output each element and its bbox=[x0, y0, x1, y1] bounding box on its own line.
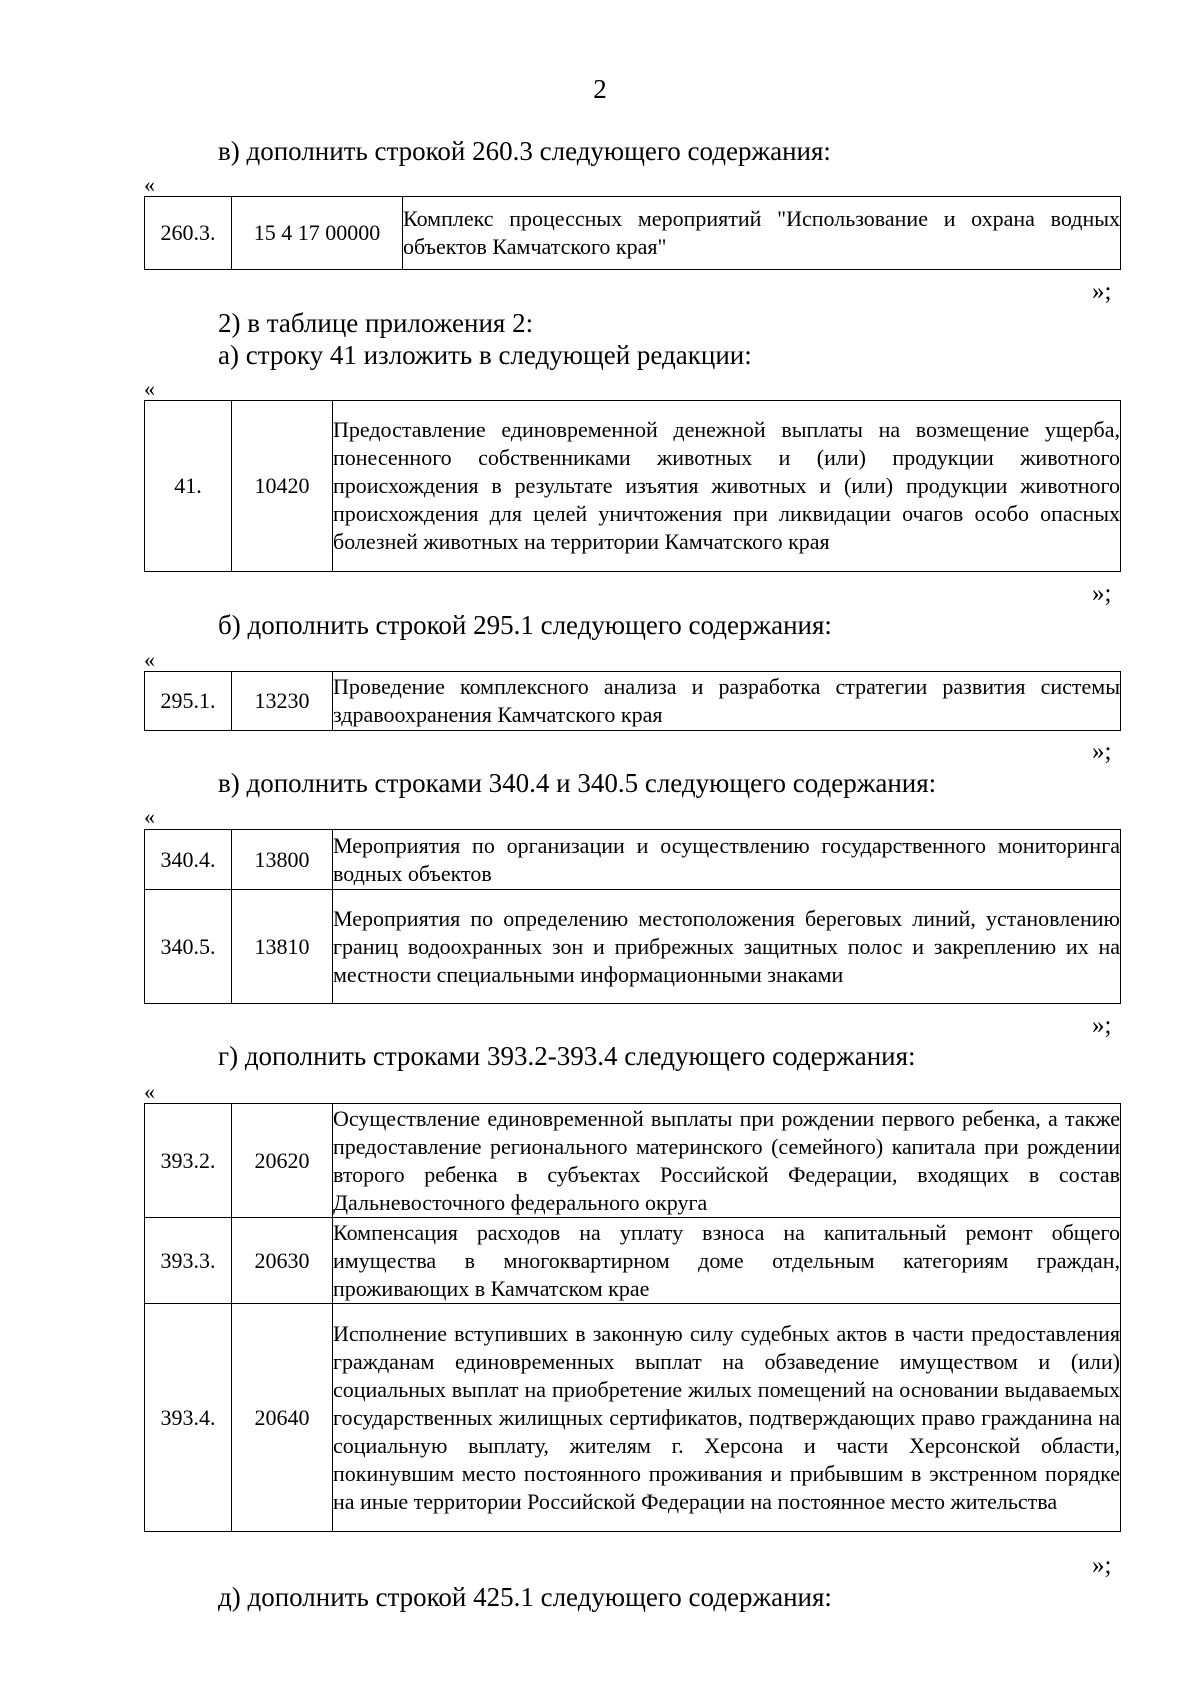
amendment-table bbox=[144, 671, 1121, 731]
row-description: Мероприятия по организации и осуществлению государственного мониторинга водных объектов bbox=[333, 830, 1121, 890]
row-description: Мероприятия по определению местоположения береговых линий, установлению границ водоохранных зон и прибрежных защитных полос и закреплению их на местности специальными информационными знаками bbox=[333, 890, 1121, 1004]
section-heading: г) дополнить строками 393.2-393.4 следующего содержания: bbox=[218, 1041, 916, 1071]
table-row bbox=[145, 197, 1121, 270]
table-row bbox=[145, 1218, 1121, 1304]
row-number: 340.5. bbox=[145, 890, 232, 1004]
open-quote: « bbox=[144, 804, 155, 829]
close-quote: »; bbox=[1092, 1552, 1112, 1579]
row-code: 13800 bbox=[232, 830, 333, 890]
row-number: 393.4. bbox=[145, 1304, 232, 1532]
row-description: Исполнение вступивших в законную силу судебных актов в части предоставления гражданам единовременных выплат на обзаведение имуществом и (или) социальных выплат на приобретение жилых помещений на основании выдаваемых государственных жилищных сертификатов, подтверждающих право гражданина на социальную выплату, жителям г. Херсона и части Херсонской области, покинувшим место постоянного проживания и прибывшим в экстренном порядке на иные территории Российской Федерации на постоянное место жительства bbox=[333, 1304, 1121, 1532]
amendment-table bbox=[144, 1103, 1121, 1532]
table-row bbox=[145, 672, 1121, 731]
close-quote: »; bbox=[1092, 1012, 1112, 1039]
row-code: 20620 bbox=[232, 1104, 333, 1218]
row-code: 20630 bbox=[232, 1218, 333, 1304]
row-code: 13810 bbox=[232, 890, 333, 1004]
open-quote: « bbox=[144, 1079, 155, 1104]
table-row bbox=[145, 401, 1121, 572]
section-subheading: а) строку 41 изложить в следующей редакции: bbox=[218, 340, 752, 370]
row-description: Предоставление единовременной денежной выплаты на возмещение ущерба, понесенного собственниками животных и (или) продукции животного происхождения в результате изъятия животных и (или) продукции животного происхождения для целей уничтожения при ликвидации очагов особо опасных болезней животных на территории Камчатского края bbox=[333, 401, 1121, 572]
close-quote: »; bbox=[1092, 278, 1112, 305]
open-quote: « bbox=[144, 647, 155, 672]
table-row bbox=[145, 1104, 1121, 1218]
row-description: Проведение комплексного анализа и разработка стратегии развития системы здравоохранения Камчатского края bbox=[333, 672, 1121, 731]
row-number: 295.1. bbox=[145, 672, 232, 731]
section-heading: 2) в таблице приложения 2: bbox=[218, 308, 534, 338]
section-heading: д) дополнить строкой 425.1 следующего содержания: bbox=[218, 1582, 832, 1612]
table-row bbox=[145, 1304, 1121, 1532]
row-code: 20640 bbox=[232, 1304, 333, 1532]
row-number: 260.3. bbox=[145, 197, 232, 270]
row-description: Комплекс процессных мероприятий "Использование и охрана водных объектов Камчатского края" bbox=[403, 197, 1121, 270]
table-row bbox=[145, 830, 1121, 890]
close-quote: »; bbox=[1092, 580, 1112, 607]
row-number: 41. bbox=[145, 401, 232, 572]
open-quote: « bbox=[144, 172, 155, 197]
amendment-table bbox=[144, 829, 1121, 1004]
section-heading: в) дополнить строкой 260.3 следующего содержания: bbox=[218, 136, 831, 166]
section-heading: б) дополнить строкой 295.1 следующего содержания: bbox=[218, 610, 832, 640]
row-description: Компенсация расходов на уплату взноса на капитальный ремонт общего имущества в многоквартирном доме отдельным категориям граждан, проживающих в Камчатском крае bbox=[333, 1218, 1121, 1304]
row-number: 340.4. bbox=[145, 830, 232, 890]
amendment-table bbox=[144, 400, 1121, 572]
close-quote: »; bbox=[1092, 738, 1112, 765]
row-number: 393.3. bbox=[145, 1218, 232, 1304]
row-description: Осуществление единовременной выплаты при рождении первого ребенка, а также предоставление регионального материнского (семейного) капитала при рождении второго ребенка в субъектах Российской Федерации, входящих в состав Дальневосточного федерального округа bbox=[333, 1104, 1121, 1218]
row-code: 15 4 17 00000 bbox=[232, 197, 403, 270]
row-code: 10420 bbox=[232, 401, 333, 572]
row-number: 393.2. bbox=[145, 1104, 232, 1218]
amendment-table bbox=[144, 196, 1121, 270]
row-code: 13230 bbox=[232, 672, 333, 731]
page-number: 2 bbox=[593, 74, 607, 104]
open-quote: « bbox=[144, 376, 155, 401]
table-row bbox=[145, 890, 1121, 1004]
section-heading: в) дополнить строками 340.4 и 340.5 следующего содержания: bbox=[218, 768, 937, 798]
